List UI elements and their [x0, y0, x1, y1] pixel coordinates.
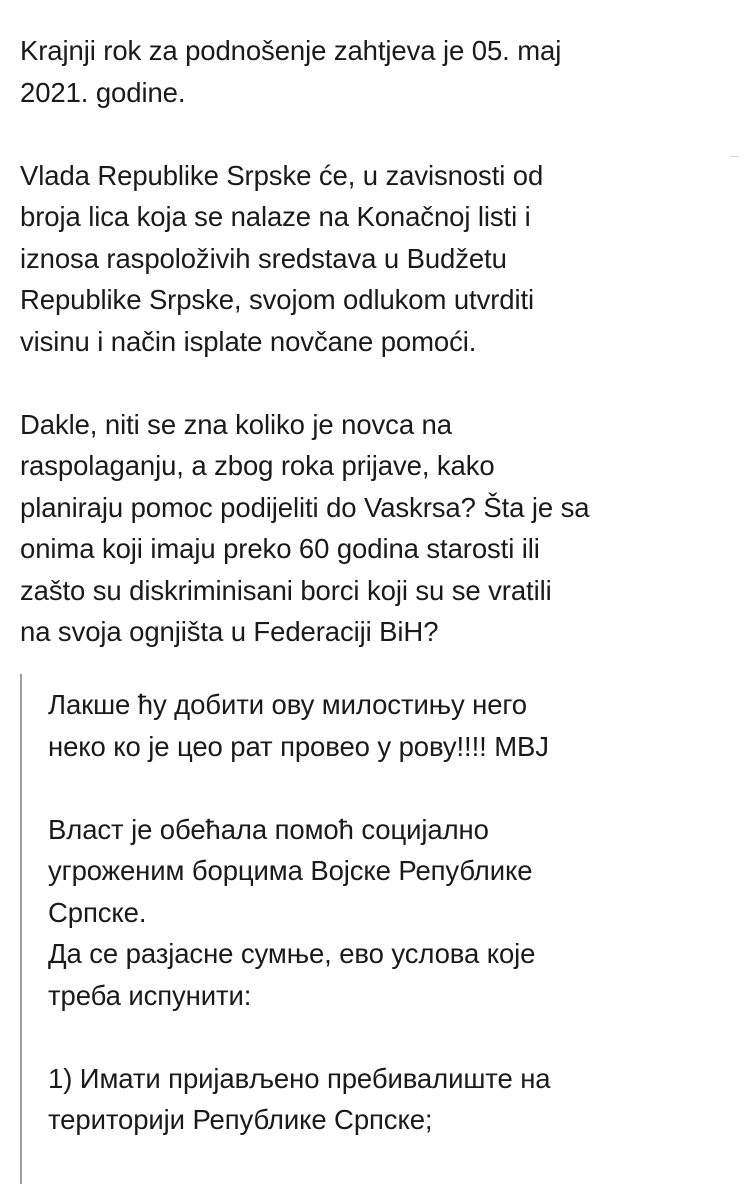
quote-paragraph-condition-1 — [48, 1058, 730, 1141]
text-line: onima koji imaju preko 60 godina starosti ili — [20, 533, 540, 564]
text-line: planiraju pomoc podijeliti do Vaskrsa? Šta je sa — [20, 491, 590, 523]
text-line: raspolaganju, a zbog roka prijave, kako — [20, 450, 495, 481]
text-line: Krajnji rok za podnošenje zahtjeva je 05. maj — [20, 35, 562, 66]
text-line: угроженим борцима Војске Републике — [48, 855, 533, 886]
message-body — [20, 30, 720, 653]
text-line: na svoja ognjišta u Federaciji BiH? — [20, 616, 439, 647]
message-paragraph-question — [20, 404, 720, 653]
message-paragraph-government — [20, 155, 720, 363]
text-line: 2021. godine. — [20, 76, 186, 108]
text-line: zašto su diskriminisani borci koji su se vratili — [20, 574, 552, 606]
text-line: iznosa raspoloživih sredstava u Budžetu — [20, 242, 507, 274]
text-line: неко ко је цео рат провео у рову!!!! МВЈ — [48, 730, 549, 762]
text-line: Српске. — [48, 896, 147, 928]
quote-paragraph-promise — [48, 809, 730, 934]
text-line: 1) Имати пријављено пребивалиште на — [48, 1062, 551, 1094]
text-line: територији Републике Српске; — [48, 1104, 433, 1135]
scroll-indicator — [730, 156, 738, 157]
text-line: Vlada Republike Srpske će, u zavisnosti od — [20, 159, 544, 191]
quote-paragraph-charity — [48, 684, 730, 767]
text-line: visinu i način isplate novčane pomoći. — [20, 325, 477, 357]
message-paragraph-deadline — [20, 30, 720, 113]
quote-paragraph-conditions-intro — [48, 933, 730, 1016]
text-line: Лакше ћу добити ову милостињу него — [48, 689, 527, 720]
text-line: Dakle, niti se zna koliko je novca na — [20, 408, 452, 440]
text-line: Да се разјасне сумње, ево услова које — [48, 938, 536, 969]
text-line: Republike Srpske, svojom odlukom utvrditi — [20, 284, 535, 315]
text-line: Власт је обећала помоћ социјално — [48, 813, 489, 845]
quoted-reply — [20, 674, 730, 1184]
text-line: broja lica koja se nalaze na Konačnoj listi i — [20, 201, 531, 232]
text-line: треба испунити: — [48, 979, 252, 1011]
